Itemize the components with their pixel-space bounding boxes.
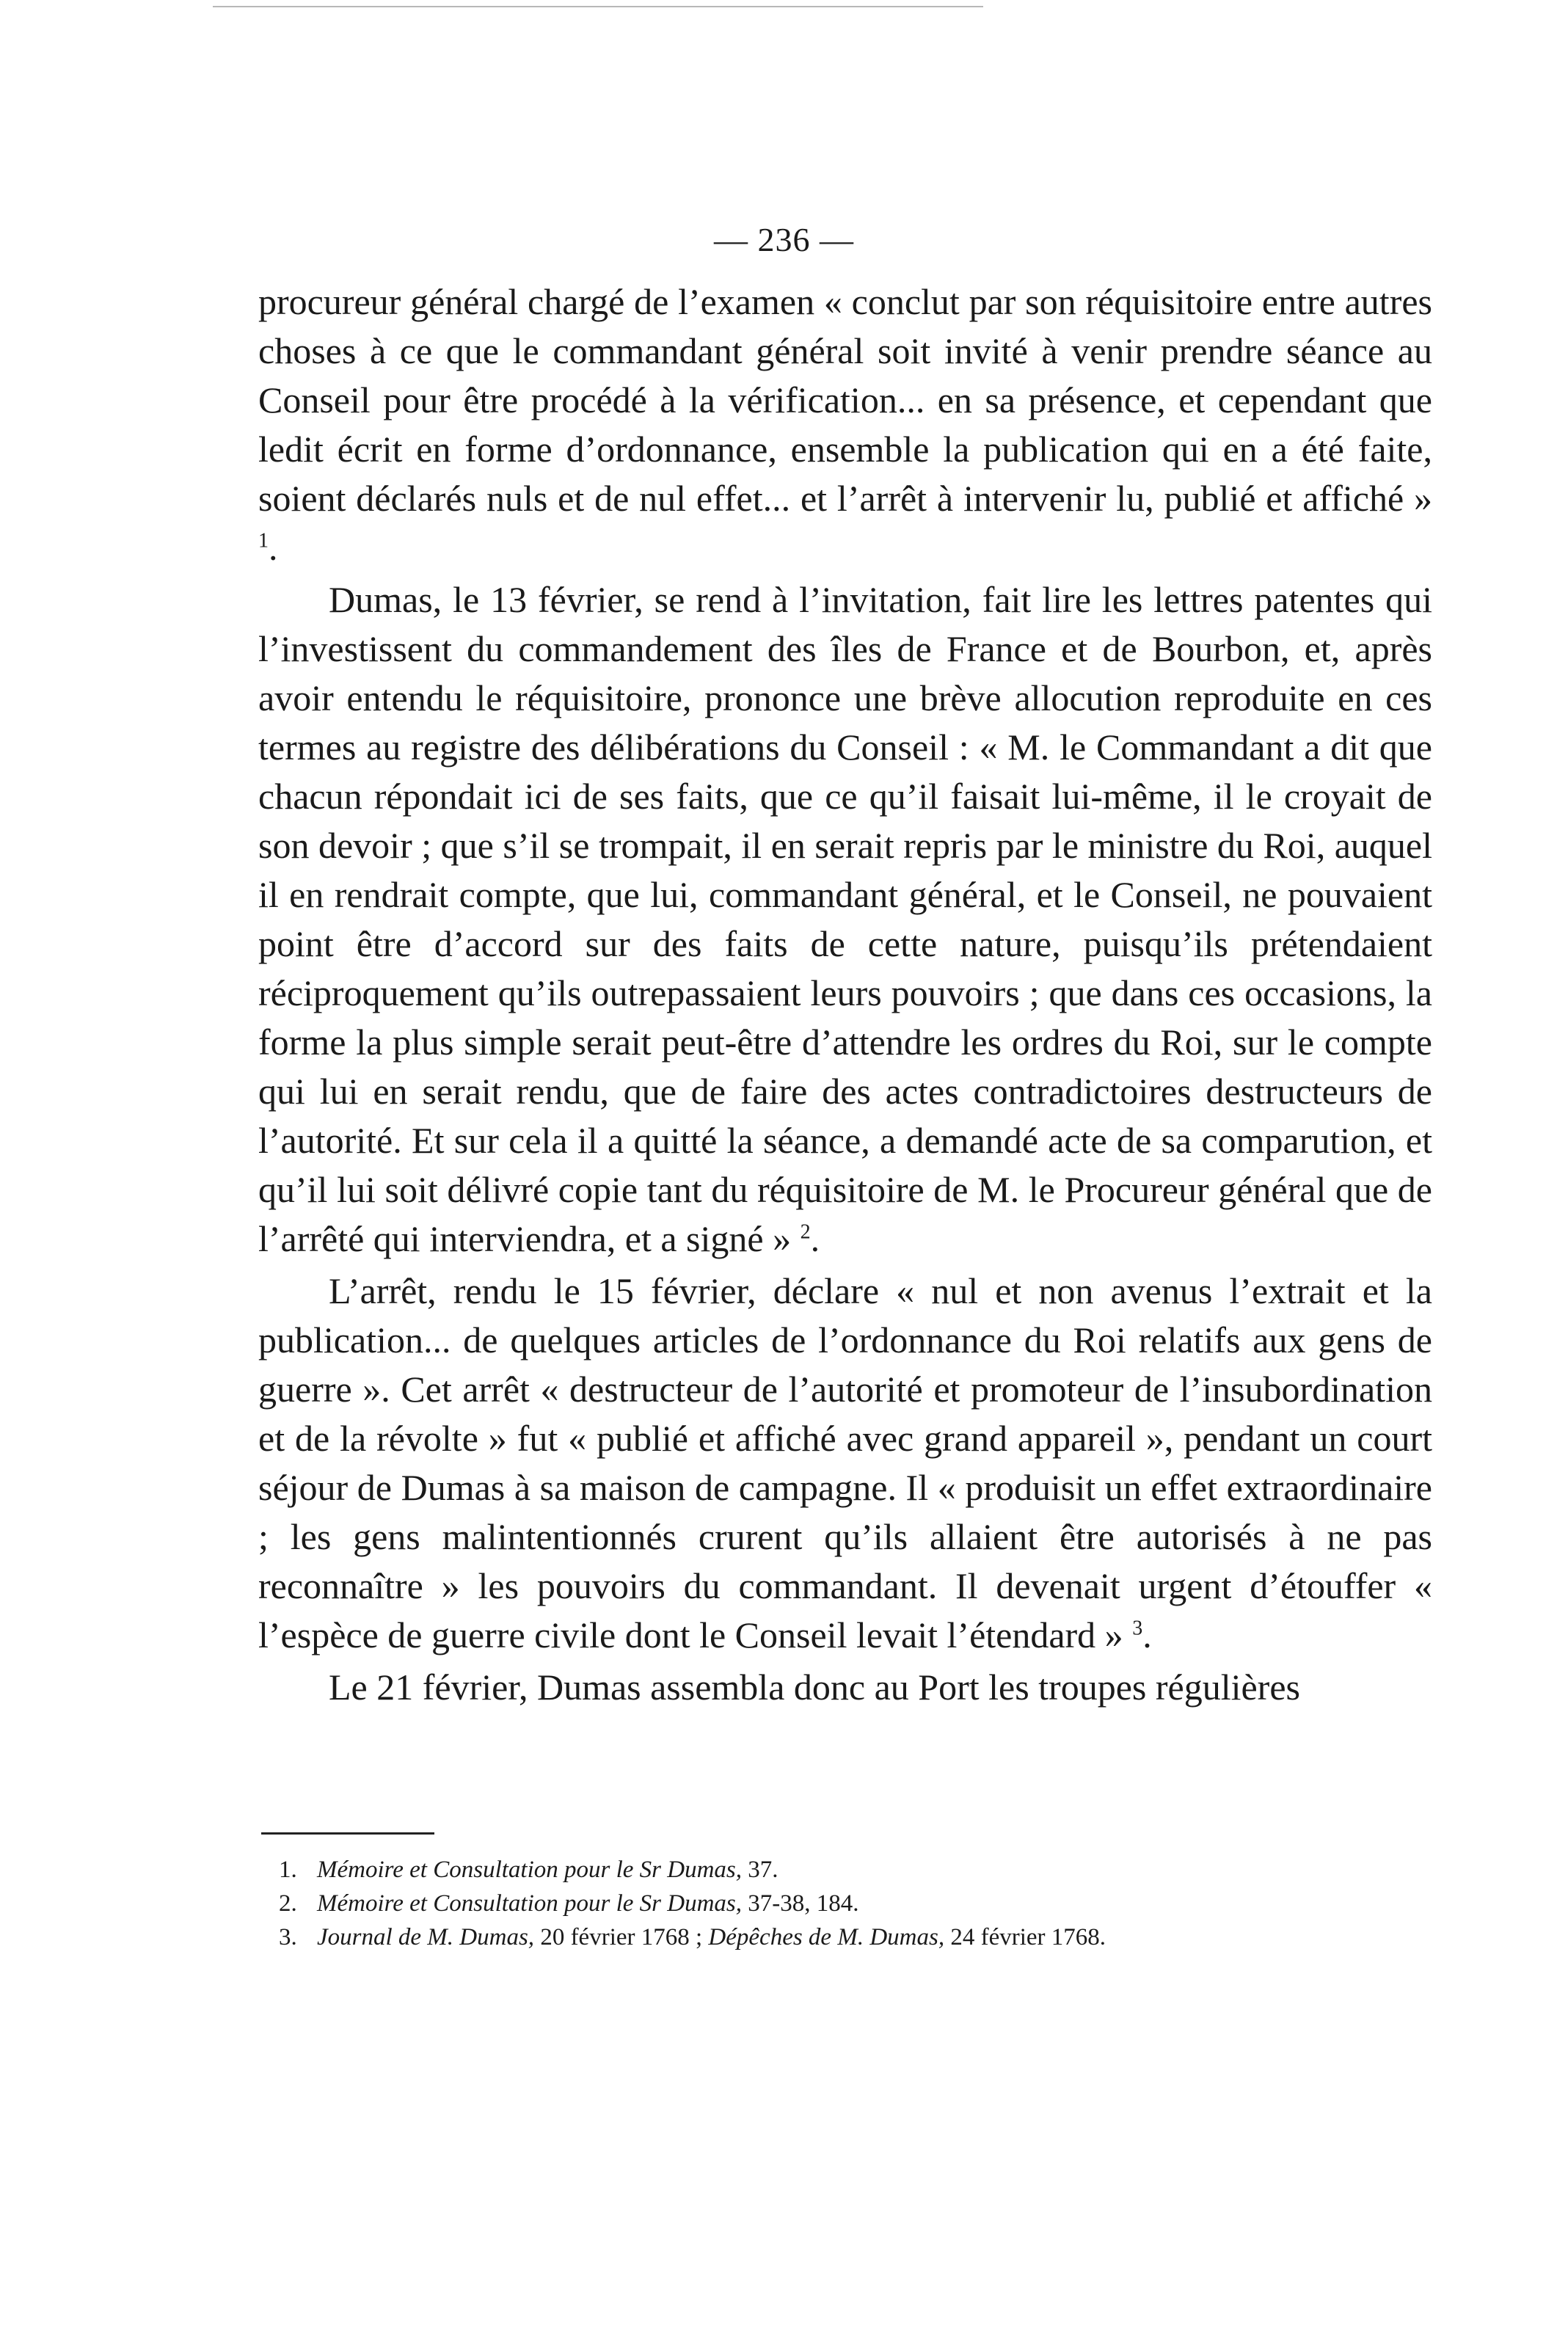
paragraph-text: procureur général chargé de l’examen « conclut par son réquisitoire entre autres choses à ce que le commandant général soit invité à venir prendre séance au Conseil pour être procédé à la vérification... en sa présence, et cependant que ledit écrit en forme d’ordonnance, ensemble la publication qui en a été faite, soient déclarés nuls et de nul effet... et l’arrêt à intervenir lu, publié et affiché » — [258, 281, 1432, 519]
footnote-detail: 37-38, 184. — [742, 1890, 859, 1917]
footnote-detail: 37. — [742, 1857, 778, 1883]
scan-top-edge-rule — [213, 6, 983, 7]
footnote-2 — [279, 1887, 1423, 1920]
footnote-detail-2: 24 février 1768. — [944, 1924, 1106, 1950]
footnote-number: 3. — [279, 1924, 297, 1950]
paragraph — [258, 1267, 1432, 1660]
paragraph — [258, 1663, 1432, 1712]
footnote-title-2: Dépêches de M. Dumas, — [708, 1924, 945, 1950]
footnote-title: Mémoire et Consultation pour le Sr Dumas, — [317, 1890, 742, 1917]
footnote-number: 1. — [279, 1857, 297, 1883]
paragraph-end: . — [269, 527, 278, 568]
paragraph-text: L’arrêt, rendu le 15 février, déclare « nul et non avenus l’extrait et la publication... de quelques articles de l’ordonnance du Roi relatifs aux gens de guerre ». Cet arrêt « destructeur de l’autorité et promoteur de l’insubordination et de la révolte » fut « publié et affiché avec grand appareil », pendant un court séjour de Dumas à sa maison de campagne. Il « produisit un effet extraordinaire ; les gens malintentionnés crurent qu’ils allaient être autorisés à ne pas reconnaître » les pouvoirs du commandant. Il devenait urgent d’étouffer « l’espèce de guerre civile dont le Conseil levait l’étendard » — [258, 1270, 1432, 1655]
page-number: — 236 — — [714, 221, 854, 258]
paragraph-end: . — [1142, 1614, 1152, 1655]
footnote-ref-1[interactable]: 1 — [258, 529, 269, 553]
footnote-number: 2. — [279, 1890, 297, 1917]
footnote-1 — [279, 1853, 1423, 1887]
paragraph-continuation — [258, 277, 1432, 572]
paragraph-text: Dumas, le 13 février, se rend à l’invitation, fait lire les lettres patentes qui l’investissent du commandement des îles de France et de Bourbon, et, après avoir entendu le réquisitoire, prononce une brève allocution reproduite en ces termes au registre des délibérations du Conseil : « M. le Commandant a dit que chacun répondait ici de ses faits, que ce qu’il faisait lui-même, il le croyait de son devoir ; que s’il se trompait, il en serait repris par le ministre du Roi, auquel il en rendrait compte, que lui, commandant général, et le Conseil, ne pouvaient point être d’accord sur des faits de cette nature, puisqu’ils prétendaient réciproquement qu’ils outrepassaient leurs pouvoirs ; que dans ces occasions, la forme la plus simple serait peut-être d’attendre les ordres du Roi, sur le compte qui lui en serait rendu, que de faire des actes contradictoires destructeurs de l’autorité. Et sur cela il a quitté la séance, a demandé acte de sa comparution, et qu’il lui soit délivré copie tant du réquisitoire de M. le Procureur général que de l’arrêté qui interviendra, et a signé » — [258, 579, 1432, 1259]
paragraph-end: . — [810, 1218, 820, 1259]
footnote-ref-3[interactable]: 3 — [1132, 1617, 1143, 1640]
footnote-detail: 20 février 1768 ; — [534, 1924, 709, 1950]
footnotes — [279, 1853, 1423, 1954]
footnote-title: Journal de M. Dumas, — [317, 1924, 535, 1950]
main-text — [258, 277, 1432, 1712]
footnote-ref-2[interactable]: 2 — [800, 1220, 811, 1244]
paragraph — [258, 575, 1432, 1264]
footnote-3 — [279, 1920, 1423, 1954]
paragraph-text: Le 21 février, Dumas assembla donc au Port les troupes régulières — [329, 1666, 1300, 1708]
footnote-separator — [261, 1832, 434, 1835]
footnote-title: Mémoire et Consultation pour le Sr Dumas, — [317, 1857, 742, 1883]
